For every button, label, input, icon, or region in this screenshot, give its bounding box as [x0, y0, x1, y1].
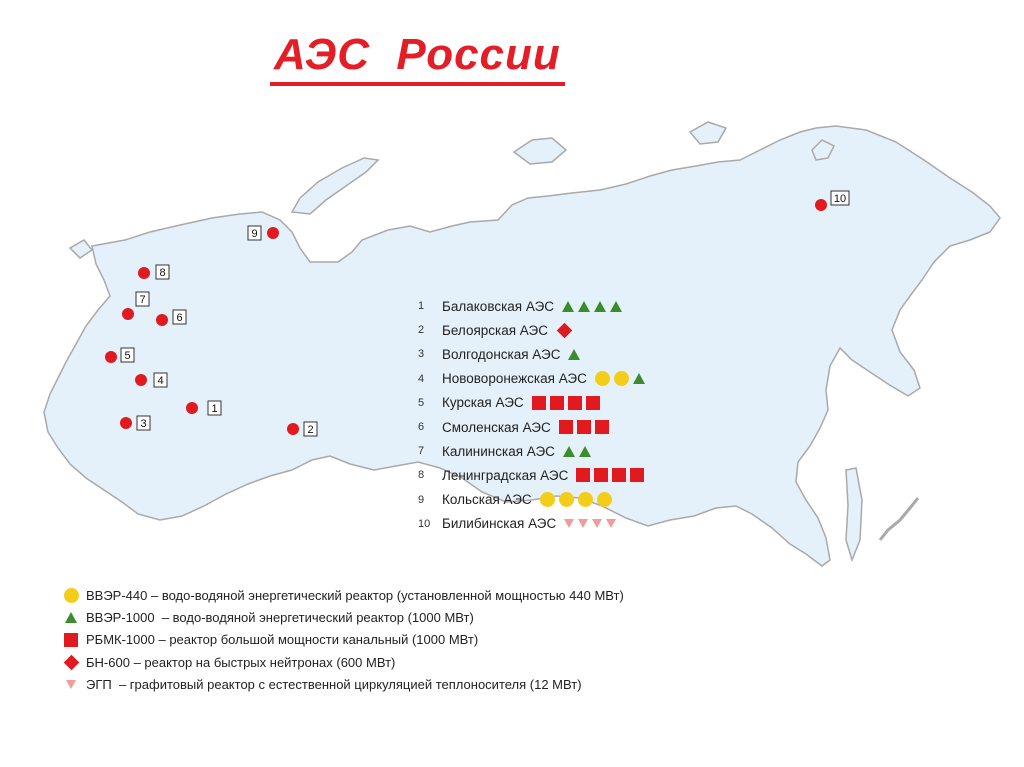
reactor-symbols [568, 349, 580, 360]
severnaya-zemlya-island [514, 138, 566, 164]
station-dot [105, 351, 117, 363]
legend-desc: – графитовый реактор с естественной циркуляцией теплоносителя (12 МВт) [111, 676, 582, 692]
legend-desc: – реактор большой мощности канальный (1000 МВт) [154, 632, 479, 648]
legend [60, 584, 624, 695]
red-square-icon [577, 420, 591, 434]
legend-code: РБМК-1000 [86, 632, 155, 648]
yellow-circle-icon [578, 492, 593, 507]
legend-symbol-icon [60, 633, 82, 647]
legend-code: ВВЭР-1000 [86, 609, 155, 625]
station-name: Белоярская АЭС [442, 322, 548, 338]
marker-label: 2 [307, 424, 314, 436]
station-row [412, 463, 742, 487]
station-dot [135, 374, 147, 386]
green-triangle-icon [563, 446, 575, 457]
legend-code: ЭГП [86, 676, 112, 692]
red-square-icon [594, 468, 608, 482]
red-square-icon [612, 468, 626, 482]
legend-symbol-icon [60, 612, 82, 623]
reactor-symbols [559, 420, 609, 434]
red-square-icon [630, 468, 644, 482]
green-triangle-icon [568, 349, 580, 360]
reactor-symbols [556, 325, 573, 336]
legend-row [60, 606, 624, 628]
yellow-circle-icon [595, 371, 610, 386]
reactor-symbols [562, 301, 622, 312]
pink-triangle-down-icon [564, 519, 574, 528]
marker-label: 5 [124, 350, 131, 362]
marker-label: 4 [157, 375, 164, 387]
station-row [412, 415, 742, 439]
station-row [412, 391, 742, 415]
reactor-symbols [576, 468, 644, 482]
station-number: 2 [418, 324, 425, 337]
legend-row [60, 651, 624, 673]
station-row [412, 367, 742, 391]
station-list [412, 294, 742, 536]
station-dot [156, 314, 168, 326]
station-dot [122, 308, 134, 320]
green-triangle-icon [594, 301, 606, 312]
station-number: 8 [418, 469, 425, 482]
yellow-circle-icon [540, 492, 555, 507]
station-row [412, 294, 742, 318]
marker-label: 9 [251, 228, 258, 240]
legend-desc: – реактор на быстрых нейтронах (600 МВт) [129, 654, 396, 670]
legend-row [60, 629, 624, 651]
red-square-icon [586, 396, 600, 410]
red-square-icon [532, 396, 546, 410]
legend-desc: – водо-водяной энергетический реактор (1000 МВт) [154, 609, 474, 625]
station-name: Калининская АЭС [442, 443, 555, 459]
station-number: 3 [418, 348, 425, 361]
red-diamond-icon [557, 323, 573, 339]
novaya-zemlya-island [292, 158, 378, 214]
red-diamond-icon [63, 654, 79, 670]
station-row [412, 488, 742, 512]
red-square-icon [64, 633, 78, 647]
pink-triangle-down-icon [578, 519, 588, 528]
pink-triangle-down-icon [606, 519, 616, 528]
station-name: Курская АЭС [442, 395, 524, 411]
green-triangle-icon [579, 446, 591, 457]
legend-code: БН-600 [86, 654, 130, 670]
pink-triangle-down-icon [592, 519, 602, 528]
legend-symbol-icon [60, 588, 82, 603]
station-number: 9 [418, 493, 425, 506]
green-triangle-icon [65, 612, 77, 623]
station-number: 5 [418, 396, 425, 409]
kuril-islands [880, 498, 918, 540]
reactor-symbols [595, 371, 645, 386]
station-dot [287, 423, 299, 435]
station-row [412, 318, 742, 342]
reactor-symbols [563, 446, 591, 457]
station-row [412, 439, 742, 463]
green-triangle-icon [562, 301, 574, 312]
station-dot [138, 267, 150, 279]
station-name: Смоленская АЭС [442, 419, 551, 435]
station-name: Балаковская АЭС [442, 298, 555, 314]
yellow-circle-icon [614, 371, 629, 386]
legend-symbol-icon [60, 680, 82, 689]
reactor-symbols [564, 519, 616, 528]
red-square-icon [595, 420, 609, 434]
red-square-icon [559, 420, 573, 434]
station-dot [815, 199, 827, 211]
marker-label: 6 [176, 312, 183, 324]
station-name: Волгодонская АЭС [442, 346, 561, 362]
marker-label: 7 [139, 294, 146, 306]
map-title: АЭС России [270, 30, 565, 86]
marker-label: 10 [833, 193, 847, 205]
station-number: 4 [418, 372, 425, 385]
station-number: 7 [418, 445, 425, 458]
sakhalin-island [846, 468, 862, 560]
yellow-circle-icon [597, 492, 612, 507]
legend-code: ВВЭР-440 [86, 587, 148, 603]
station-row [412, 342, 742, 366]
pink-triangle-down-icon [66, 680, 76, 689]
station-name: Кольская АЭС [442, 492, 532, 508]
legend-symbol-icon [60, 657, 82, 668]
legend-desc: – водо-водяной энергетический реактор (установленной мощностью 440 МВт) [147, 587, 624, 603]
marker-label: 8 [159, 267, 166, 279]
station-row [412, 512, 742, 536]
station-number: 1 [418, 300, 425, 313]
red-square-icon [550, 396, 564, 410]
red-square-icon [576, 468, 590, 482]
station-number: 10 [418, 517, 431, 530]
marker-label: 1 [211, 403, 218, 415]
green-triangle-icon [633, 373, 645, 384]
station-dot [120, 417, 132, 429]
station-dot [267, 227, 279, 239]
reactor-symbols [532, 396, 600, 410]
green-triangle-icon [610, 301, 622, 312]
legend-row [60, 673, 624, 695]
station-name: Ленинградская АЭС [442, 467, 569, 483]
red-square-icon [568, 396, 582, 410]
station-number: 6 [418, 421, 425, 434]
novosibirsk-islands [690, 122, 726, 144]
green-triangle-icon [578, 301, 590, 312]
station-name: Нововоронежская АЭС [442, 371, 587, 387]
reactor-symbols [540, 492, 612, 507]
yellow-circle-icon [64, 588, 79, 603]
yellow-circle-icon [559, 492, 574, 507]
legend-row [60, 584, 624, 606]
station-dot [186, 402, 198, 414]
kaliningrad-exclave [70, 240, 92, 258]
station-name: Билибинская АЭС [442, 516, 557, 532]
marker-label: 3 [140, 418, 147, 430]
